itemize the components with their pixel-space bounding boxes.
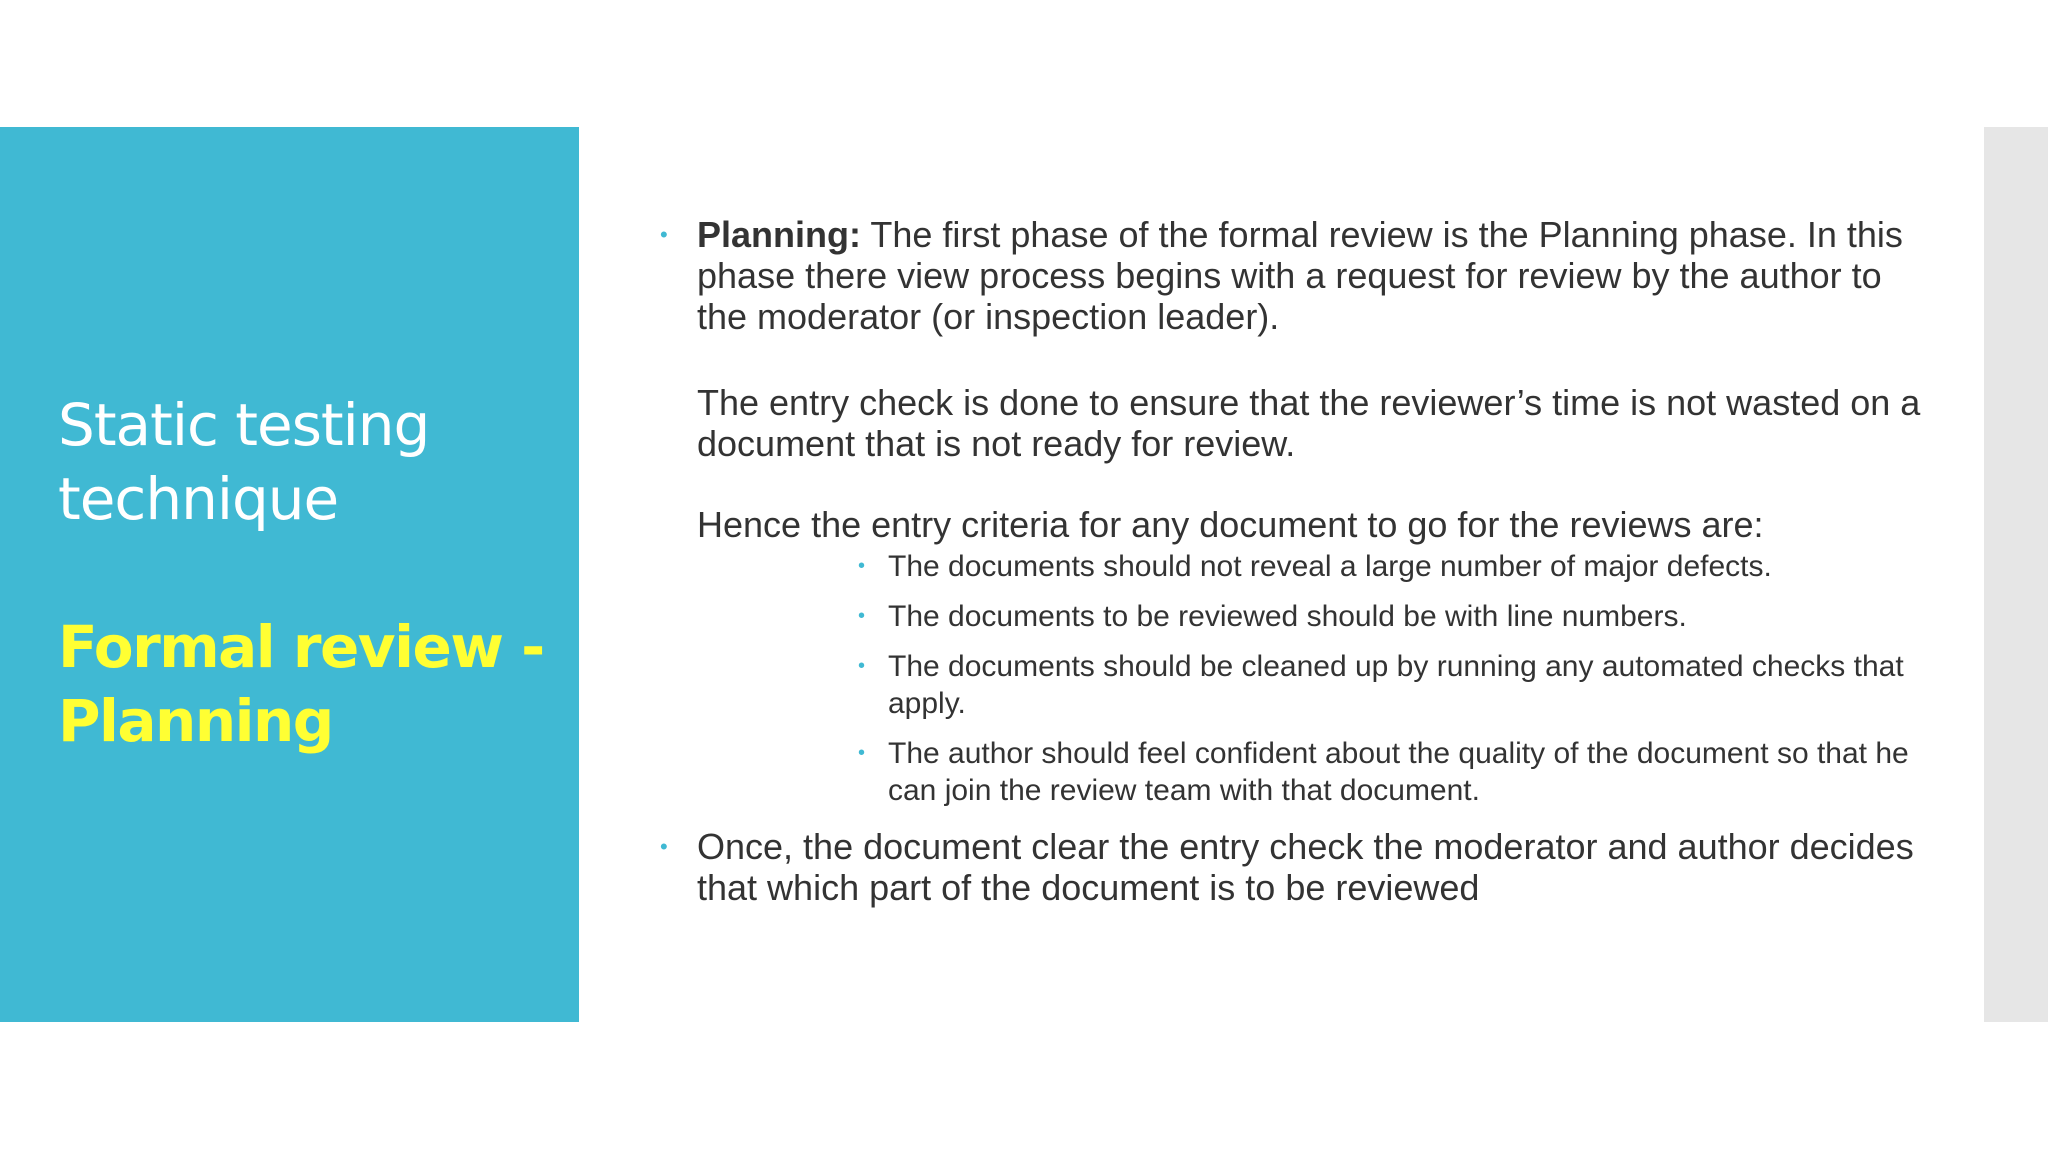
list-item-text: The author should feel confident about the quality of the document so that he can join the review team with that document. xyxy=(888,737,1909,807)
slide-title: Static testing technique xyxy=(58,391,430,533)
paragraph-entry-check: The entry check is done to ensure that the reviewer’s time is not wasted on a document that is not ready for review. xyxy=(697,382,1921,464)
list-item-text: The documents should be cleaned up by running any automated checks that apply. xyxy=(888,650,1904,720)
sub-bullet-dot-icon: • xyxy=(858,742,866,764)
bullet-text: The first phase of the formal review is the Planning phase. In this phase there view process begins with a request for review by the author to the moderator (or inspection leader). xyxy=(697,214,1903,337)
list-item xyxy=(858,598,1930,635)
list-item xyxy=(858,548,1930,585)
content-body xyxy=(660,214,1930,908)
list-item xyxy=(858,735,1930,809)
sub-bullet-dot-icon: • xyxy=(858,605,866,627)
list-item-text: The documents to be reviewed should be with line numbers. xyxy=(888,600,1687,633)
bullet-dot-icon: • xyxy=(660,834,668,859)
criteria-list xyxy=(858,548,1930,809)
bullet-planning xyxy=(660,214,1930,337)
paragraph-entry-criteria: Hence the entry criteria for any document to go for the reviews are: xyxy=(697,504,1764,545)
list-item xyxy=(858,648,1930,722)
slide-subtitle: Formal review - Planning xyxy=(58,613,544,755)
title-block xyxy=(58,388,558,758)
bullet-text: Once, the document clear the entry check the moderator and author decides that which part of the document is to be reviewed xyxy=(697,826,1914,908)
bullet-dot-icon: • xyxy=(660,222,668,247)
list-item-text: The documents should not reveal a large number of major defects. xyxy=(888,550,1772,583)
sub-bullet-dot-icon: • xyxy=(858,655,866,677)
bullet-once xyxy=(660,826,1930,908)
sub-bullet-dot-icon: • xyxy=(858,555,866,577)
side-strip xyxy=(1984,127,2048,1022)
bullet-label: Planning: xyxy=(697,214,861,255)
